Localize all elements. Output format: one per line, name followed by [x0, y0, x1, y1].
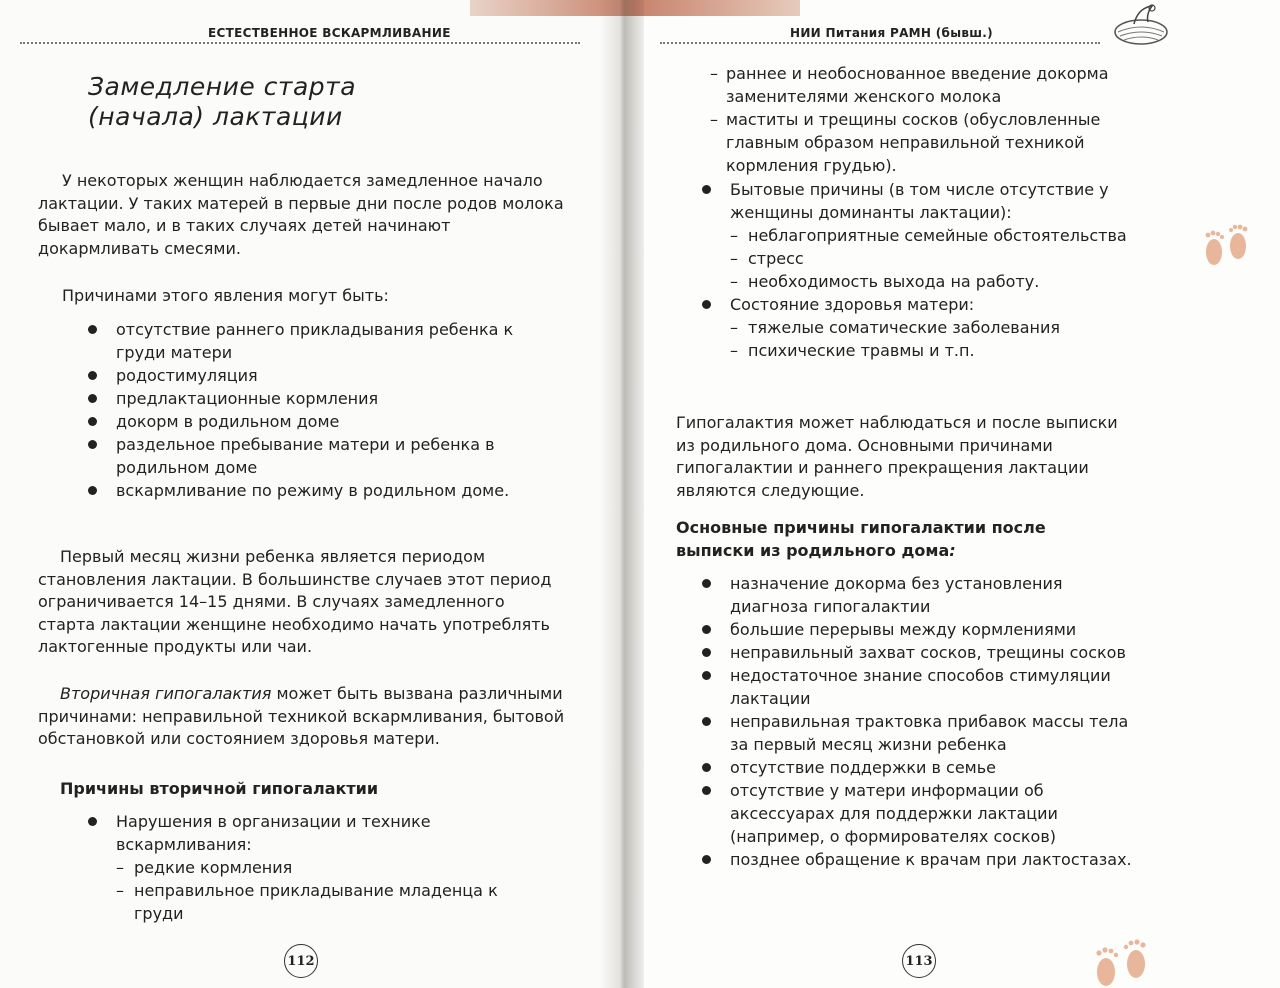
section-title: [88, 72, 356, 132]
sub-list: [730, 316, 1140, 362]
italic-term: Вторичная гипогалактия: [60, 684, 272, 703]
section-title-line2: (начала) лактации: [88, 102, 343, 131]
left-running-header: ЕСТЕСТВЕННОЕ ВСКАРМЛИВАНИЕ: [208, 26, 451, 40]
bullet-icon: [88, 817, 97, 826]
causes-intro: Причинами этого явления могут быть:: [62, 286, 389, 305]
list-item: большие перерывы между кормлениями: [700, 618, 1140, 641]
secondary-causes-heading: Причины вторичной гипогалактии: [60, 779, 379, 798]
bullet-icon: [702, 300, 711, 309]
list-item: отсутствие поддержки в семье: [700, 756, 1140, 779]
bullet-icon: [88, 394, 97, 403]
stork-nest-icon: [1108, 2, 1174, 48]
list-item: раздельное пребывание матери и ребенка в родильном доме: [86, 433, 522, 479]
list-item: отсутствие у матери информации об аксессуарах для поддержки лактации (например, о формирователях сосков): [700, 779, 1140, 848]
bullet-icon: [88, 417, 97, 426]
sub-list-item: – необходимость выхода на работу.: [730, 272, 1040, 291]
list-item: Состояние здоровья матери: – тяжелые соматические заболевания – психические травмы и т.п.: [700, 293, 1140, 362]
section-title-line1: Замедление старта: [88, 72, 357, 101]
continued-sub-list: [700, 62, 1140, 177]
main-causes-heading: Основные причины гипогалактии после выписки из родильного дома:: [676, 518, 1046, 560]
after-discharge-paragraph: Гипогалактия может наблюдаться и после выписки из родильного дома. Основными причинами гипогалактии и раннего прекращения лактации являются следующие.: [676, 413, 1118, 500]
list-item: Бытовые причины (в том числе отсутствие у женщины доминанты лактации): – неблагоприятные семейные обстоятельства – стресс – необходимость выхода на работу.: [700, 178, 1140, 293]
right-running-header: НИИ Питания РАМН (бывш.): [790, 26, 993, 40]
left-header-rule: [20, 42, 580, 44]
sub-list: [730, 224, 1140, 293]
sub-list-item: – стресс: [730, 249, 804, 268]
sub-list-item: – раннее и необоснованное введение докорма заменителями женского молока: [710, 64, 1109, 106]
list-item: недостаточное знание способов стимуляции лактации: [700, 664, 1140, 710]
sub-list-item: – неблагоприятные семейные обстоятельства: [730, 226, 1127, 245]
domestic-health-causes-list: [700, 178, 1140, 362]
sub-list-item: – тяжелые соматические заболевания: [730, 318, 1061, 337]
after-discharge-causes-list: [700, 572, 1140, 871]
book-gutter: [600, 0, 644, 988]
list-item: родостимуляция: [86, 364, 522, 387]
bullet-icon: [702, 579, 711, 588]
sub-list-item: – редкие кормления: [116, 858, 293, 877]
list-item: отсутствие раннего прикладывания ребенка к груди матери: [86, 318, 522, 364]
bullet-icon: [702, 185, 711, 194]
bullet-icon: [88, 371, 97, 380]
list-item: назначение докорма без установления диагноза гипогалактии: [700, 572, 1140, 618]
bullet-icon: [88, 440, 97, 449]
sub-list: [116, 856, 516, 925]
baby-footprints-icon: [1086, 936, 1156, 988]
bullet-icon: [702, 763, 711, 772]
list-item: неправильный захват сосков, трещины сосков: [700, 641, 1140, 664]
list-item: неправильная трактовка прибавок массы тела за первый месяц жизни ребенка: [700, 710, 1140, 756]
list-item: позднее обращение к врачам при лактостазах.: [700, 848, 1140, 871]
baby-footprints-icon: [1196, 222, 1256, 272]
page-number-left: 112: [284, 944, 318, 978]
bullet-icon: [702, 855, 711, 864]
right-header-rule: [660, 42, 1100, 44]
bullet-icon: [702, 648, 711, 657]
intro-paragraph: У некоторых женщин наблюдается замедленное начало лактации. У таких матерей в первые дни после родов молока бывает мало, и в таких случаях детей начинают докармливать смесями.: [38, 171, 564, 258]
bullet-icon: [88, 486, 97, 495]
list-item: вскармливание по режиму в родильном доме.: [86, 479, 522, 502]
bullet-icon: [88, 325, 97, 334]
sub-list-item: – неправильное прикладывание младенца к груди: [116, 881, 498, 923]
bullet-icon: [702, 786, 711, 795]
bullet-icon: [702, 671, 711, 680]
list-item: докорм в родильном доме: [86, 410, 522, 433]
first-month-paragraph: Первый месяц жизни ребенка является периодом становления лактации. В большинстве случаев этот период ограничивается 14–15 днями. В случаях замедленного старта лактации женщине необходимо начать употреблять лактогенные продукты или чаи.: [38, 547, 552, 656]
secondary-causes-list: [86, 810, 516, 925]
sub-list-item: – психические травмы и т.п.: [730, 341, 975, 360]
list-item: Нарушения в организации и технике вскармливания: – редкие кормления – неправильное прикладывание младенца к груди: [86, 810, 516, 925]
sub-list-item: – маститы и трещины сосков (обусловленные главным образом неправильной техникой кормления грудью).: [710, 110, 1101, 175]
slow-start-causes-list: [86, 318, 522, 502]
bullet-icon: [702, 717, 711, 726]
page-number-right: 113: [902, 944, 936, 978]
list-item: предлактационные кормления: [86, 387, 522, 410]
secondary-hypogalactia-paragraph: Вторичная гипогалактия может быть вызвана различными причинами: неправильной техникой вскармливания, бытовой обстановкой или состоянием здоровья матери.: [38, 684, 565, 748]
bullet-icon: [702, 625, 711, 634]
